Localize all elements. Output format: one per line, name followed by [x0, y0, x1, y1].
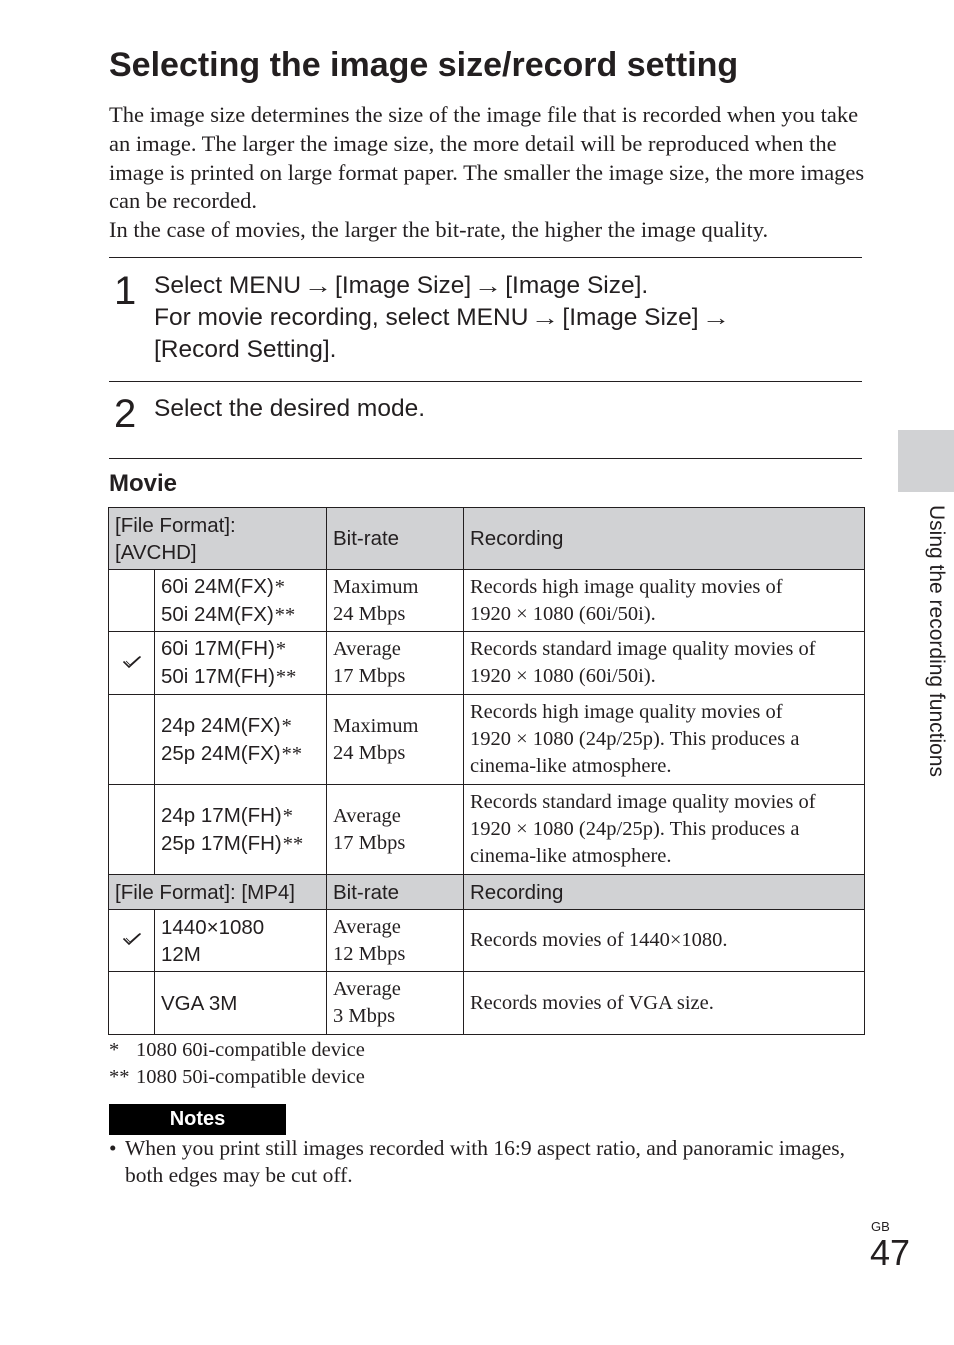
note-item: • When you print still images recorded with 16:9 aspect ratio, and panoramic images, both edges may be cut off.	[109, 1136, 846, 1187]
table-row	[109, 972, 865, 1035]
mode-cell: 1440×1080 12M	[155, 910, 327, 972]
footnotes	[109, 1037, 365, 1091]
movie-settings-table	[108, 507, 865, 1035]
mode-cell: 60i 17M(FH)* 50i 17M(FH)**	[155, 632, 327, 695]
table-row	[109, 785, 865, 875]
divider	[109, 458, 862, 459]
language-code: GB	[871, 1219, 890, 1234]
divider	[109, 257, 862, 258]
mode-cell: VGA 3M	[155, 972, 327, 1035]
header-recording: Recording	[464, 875, 865, 910]
default-mark-cell	[109, 695, 155, 785]
table-header-row	[109, 875, 865, 910]
notes-badge: Notes	[109, 1104, 286, 1135]
footnote: * 1080 60i-compatible device	[109, 1039, 365, 1061]
recording-cell: Records high image quality movies of 1920 × 1080 (60i/50i).	[464, 570, 865, 632]
default-mark-cell	[109, 785, 155, 875]
step-number: 2	[114, 392, 137, 436]
mode-cell: 24p 17M(FH)* 25p 17M(FH)**	[155, 785, 327, 875]
footnote: ** 1080 50i-compatible device	[109, 1066, 365, 1088]
arrow-icon: →	[303, 273, 333, 298]
table-row	[109, 695, 865, 785]
bullet-icon: •	[109, 1136, 117, 1160]
intro-text	[109, 101, 869, 245]
arrow-icon: →	[701, 305, 730, 330]
table-row	[109, 910, 865, 972]
checkmark-icon	[122, 932, 142, 946]
recording-cell: Records movies of VGA size.	[464, 972, 865, 1035]
page-number: 47	[870, 1232, 911, 1273]
arrow-icon: →	[473, 273, 503, 298]
default-mark-cell	[109, 632, 155, 695]
default-mark-cell	[109, 972, 155, 1035]
bitrate-cell: Average 12 Mbps	[327, 910, 464, 972]
checkmark-icon	[122, 655, 142, 669]
header-bitrate: Bit-rate	[327, 875, 464, 910]
header-recording: Recording	[464, 508, 865, 570]
arrow-icon: →	[531, 305, 560, 330]
header-file-format: [File Format]: [MP4]	[109, 875, 327, 910]
mode-cell: 60i 24M(FX)* 50i 24M(FX)**	[155, 570, 327, 632]
header-file-format: [File Format]: [AVCHD]	[109, 508, 327, 570]
table-header-row	[109, 508, 865, 570]
table-row	[109, 570, 865, 632]
divider	[109, 381, 862, 382]
default-mark-cell	[109, 570, 155, 632]
intro-paragraph: The image size determines the size of the image file that is recorded when you take an image. The larger the image size, the more detail will be reproduced when the image is printed on large format paper. The smaller the image size, the more images can be recorded.	[109, 102, 865, 214]
recording-cell: Records movies of 1440×1080.	[464, 910, 865, 972]
table-row	[109, 632, 865, 695]
bitrate-cell: Maximum 24 Mbps	[327, 570, 464, 632]
step-2-text: Select the desired mode.	[154, 395, 426, 422]
intro-paragraph: In the case of movies, the larger the bit-rate, the higher the image quality.	[109, 217, 769, 243]
mode-cell: 24p 24M(FX)* 25p 24M(FX)**	[155, 695, 327, 785]
recording-cell: Records high image quality movies of 1920 × 1080 (24p/25p). This produces a cinema-like atmosphere.	[464, 695, 865, 785]
chapter-tab	[898, 430, 954, 492]
section-title: Movie	[109, 470, 178, 497]
step-1-text: Select MENU → [Image Size] → [Image Size]. For movie recording, select MENU → [Image Size] → [Record Setting].	[154, 272, 730, 363]
bitrate-cell: Average 17 Mbps	[327, 785, 464, 875]
bitrate-cell: Maximum 24 Mbps	[327, 695, 464, 785]
bitrate-cell: Average 17 Mbps	[327, 632, 464, 695]
bitrate-cell: Average 3 Mbps	[327, 972, 464, 1035]
header-bitrate: Bit-rate	[327, 508, 464, 570]
step-number: 1	[114, 269, 137, 313]
chapter-label: Using the recording functions	[925, 505, 948, 777]
default-mark-cell	[109, 910, 155, 972]
recording-cell: Records standard image quality movies of 1920 × 1080 (24p/25p). This produces a cinema-like atmosphere.	[464, 785, 865, 875]
recording-cell: Records standard image quality movies of 1920 × 1080 (60i/50i).	[464, 632, 865, 695]
page-title: Selecting the image size/record setting	[109, 46, 739, 84]
